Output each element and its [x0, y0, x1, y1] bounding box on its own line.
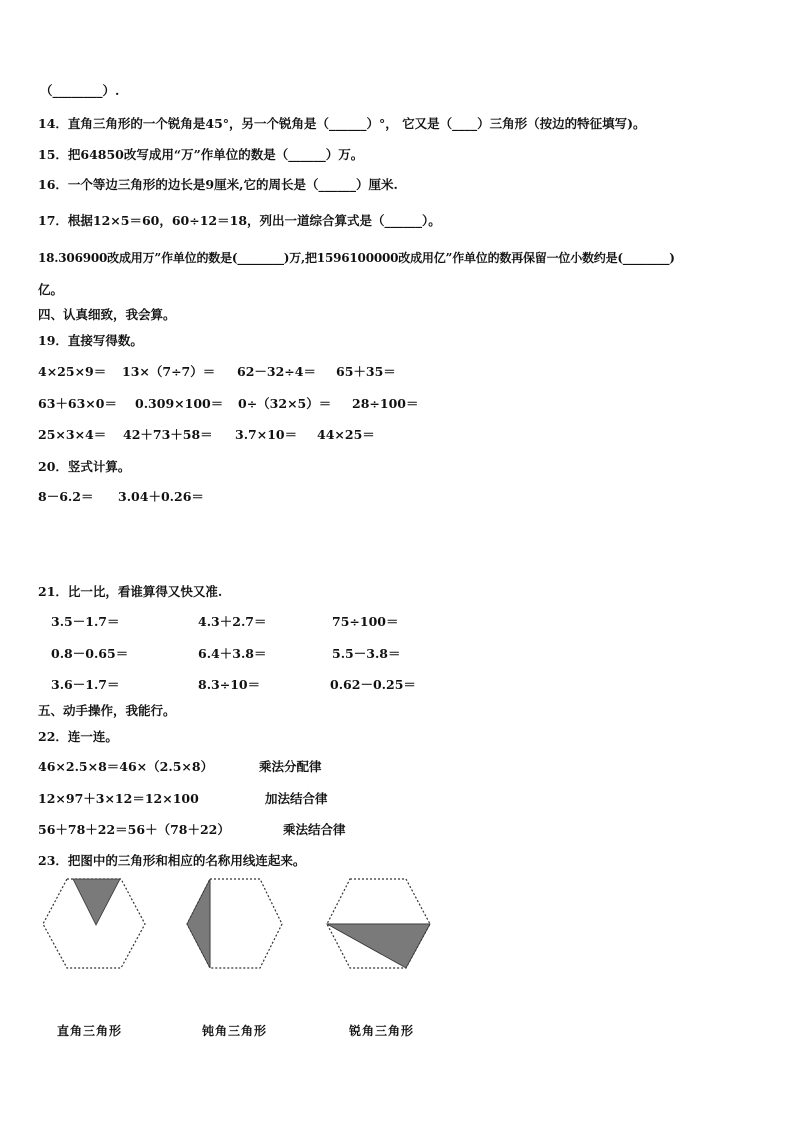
q19-item: 28÷100＝ [352, 396, 419, 411]
q20-item: 8－6.2＝ [38, 489, 94, 504]
q21-item: 5.5－3.8＝ [332, 646, 401, 661]
hexagon-figure-1 [40, 878, 148, 970]
q22-law: 加法结合律 [265, 791, 328, 806]
question-15: 15．把64850改写成用“万”作单位的数是（______）万。 [38, 147, 364, 162]
question-23: 23．把图中的三角形和相应的名称用线连起来。 [38, 853, 306, 868]
q20-item: 3.04＋0.26＝ [118, 489, 204, 504]
section-4-heading: 四、认真细致，我会算。 [38, 307, 176, 322]
q22-expression: 12×97＋3×12＝12×100 [38, 791, 199, 806]
q21-item: 6.4＋3.8＝ [198, 646, 267, 661]
q19-item: 3.7×10＝ [235, 427, 298, 442]
q19-item: 13×（7÷7）＝ [122, 364, 216, 379]
q19-item: 25×3×4＝ [38, 427, 107, 442]
q22-law: 乘法分配律 [259, 759, 322, 774]
q22-law: 乘法结合律 [283, 822, 346, 837]
answer-blank-line: （________）. [40, 83, 120, 98]
q19-item: 42＋73＋58＝ [123, 427, 213, 442]
q21-item: 75÷100＝ [332, 614, 399, 629]
shaded-triangle [73, 879, 120, 925]
question-22: 22．连一连。 [38, 729, 118, 744]
q19-item: 62－32÷4＝ [237, 364, 316, 379]
q19-item: 63＋63×0＝ [38, 396, 117, 411]
shaded-triangle [187, 879, 210, 968]
q22-expression: 46×2.5×8＝46×（2.5×8） [38, 759, 214, 774]
question-19: 19．直接写得数。 [38, 333, 143, 348]
q21-item: 4.3＋2.7＝ [198, 614, 267, 629]
q21-item: 0.8－0.65＝ [51, 646, 129, 661]
q19-item: 0÷（32×5）＝ [238, 396, 332, 411]
hexagon-figure-3 [324, 878, 434, 970]
caption-acute-triangle: 锐角三角形 [349, 1024, 415, 1038]
question-18: 18.306900改成用万”作单位的数是(________)万,把1596100000改成用亿”作单位的数再保留一位小数约是(________) [38, 251, 675, 265]
question-20: 20．竖式计算。 [38, 459, 131, 474]
section-5-heading: 五、动手操作，我能行。 [38, 703, 176, 718]
question-14: 14．直角三角形的一个锐角是45°，另一个锐角是（______）°， 它又是（____）三角形（按边的特征填写)。 [38, 116, 646, 131]
q22-expression: 56＋78＋22＝56＋（78＋22） [38, 822, 230, 837]
q19-item: 65＋35＝ [336, 364, 396, 379]
hexagon-figure-2 [184, 878, 284, 970]
q19-item: 0.309×100＝ [135, 396, 224, 411]
q21-item: 3.6－1.7＝ [51, 677, 120, 692]
question-21: 21．比一比，看谁算得又快又准. [38, 584, 223, 599]
question-18-cont: 亿。 [38, 282, 64, 297]
q19-item: 4×25×9＝ [38, 364, 107, 379]
q21-item: 0.62－0.25＝ [330, 677, 416, 692]
shaded-triangle [327, 924, 430, 968]
q21-item: 3.5－1.7＝ [51, 614, 120, 629]
caption-obtuse-triangle: 钝角三角形 [202, 1024, 268, 1038]
q21-item: 8.3÷10＝ [198, 677, 261, 692]
question-17: 17．根据12×5＝60，60÷12＝18，列出一道综合算式是（______）。 [38, 213, 441, 228]
caption-right-triangle: 直角三角形 [57, 1024, 123, 1038]
q19-item: 44×25＝ [317, 427, 375, 442]
question-16: 16．一个等边三角形的边长是9厘米,它的周长是（______）厘米. [38, 177, 398, 192]
